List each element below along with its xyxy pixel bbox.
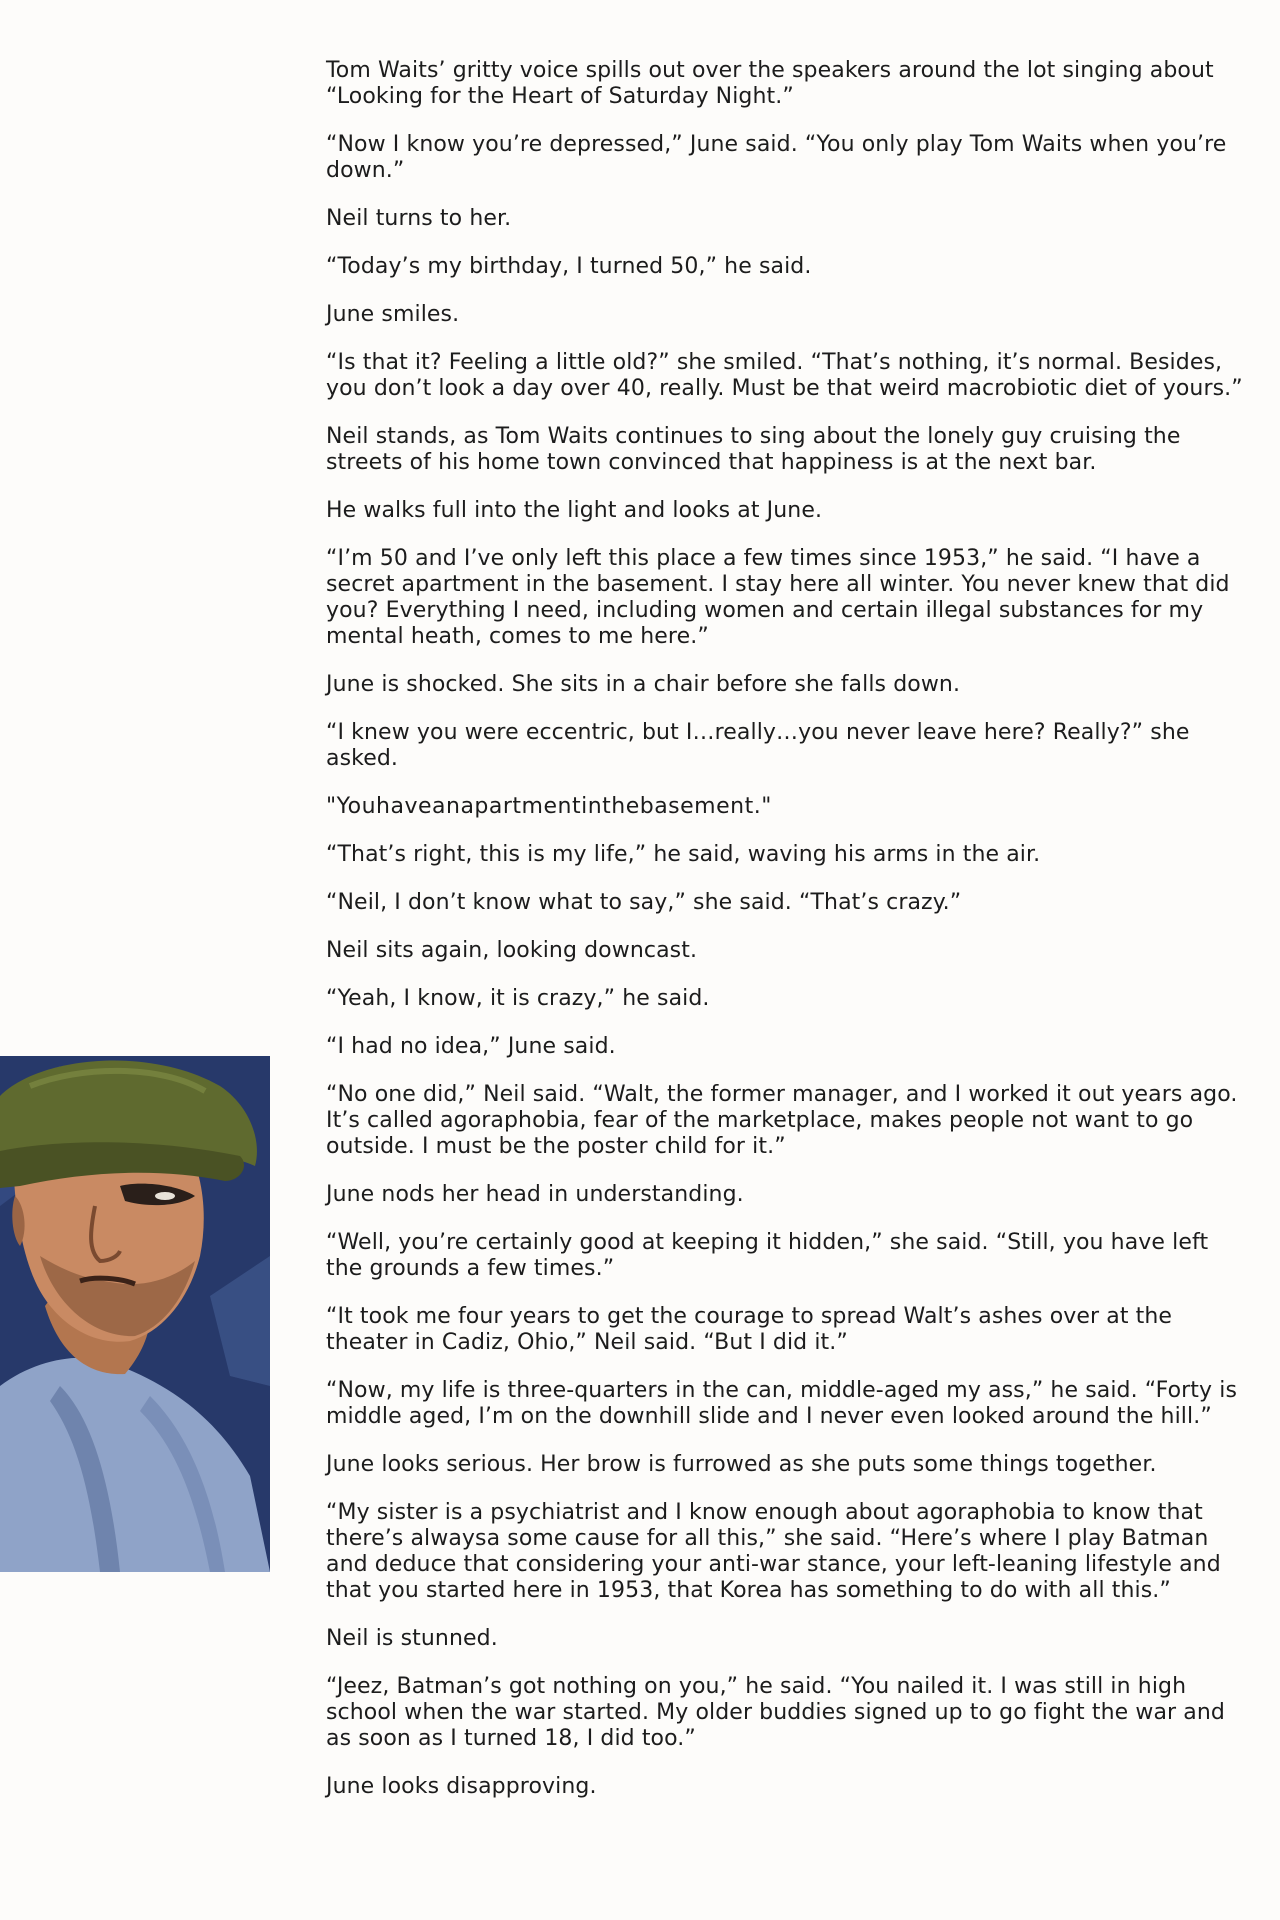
paragraph: Neil turns to her.	[326, 206, 512, 231]
comic-panel-illustration	[0, 1056, 270, 1572]
paragraph: Neil is stunned.	[326, 1626, 498, 1651]
paragraph: “Is that it? Feeling a little old?” she smiled. “That’s nothing, it’s normal. Besides, you don’t look a day over 40, really. Must be that weird macrobiotic diet of yours.”	[326, 350, 1243, 401]
paragraph: “Well, you’re certainly good at keeping it hidden,” she said. “Still, you have left the grounds a few times.”	[326, 1230, 1209, 1281]
paragraph: "Youhaveanapartmentinthebasement."	[326, 794, 772, 819]
paragraph: June looks disapproving.	[326, 1774, 597, 1799]
man-in-cap-illustration	[0, 1056, 270, 1572]
paragraph: He walks full into the light and looks at June.	[326, 498, 823, 523]
paragraph: June is shocked. She sits in a chair before she falls down.	[326, 672, 961, 697]
paragraph: “Jeez, Batman’s got nothing on you,” he said. “You nailed it. I was still in high school when the war started. My older buddies signed up to go fight the war and as soon as I turned 18, I did too.”	[326, 1674, 1225, 1751]
paragraph: Neil sits again, looking downcast.	[326, 938, 698, 963]
paragraph: Neil stands, as Tom Waits continues to sing about the lonely guy cruising the streets of his home town convinced that happiness is at the next bar.	[326, 424, 1181, 475]
paragraph: June smiles.	[326, 302, 460, 327]
paragraph: “Now I know you’re depressed,” June said. “You only play Tom Waits when you’re down.”	[326, 132, 1227, 183]
paragraph: “My sister is a psychiatrist and I know enough about agoraphobia to know that there’s alwaysa some cause for all this,” she said. “Here’s where I play Batman and deduce that considering your anti-war stance, your left-leaning lifestyle and that you started here in 1953, that Korea has something to do with all this.”	[326, 1500, 1221, 1603]
paragraph: “I had no idea,” June said.	[326, 1034, 616, 1059]
paragraph: “It took me four years to get the courage to spread Walt’s ashes over at the theater in Cadiz, Ohio,” Neil said. “But I did it.”	[326, 1304, 1173, 1355]
paragraph: Tom Waits’ gritty voice spills out over the speakers around the lot singing about “Looking for the Heart of Saturday Night.”	[326, 58, 1214, 109]
paragraph: June nods her head in understanding.	[326, 1182, 744, 1207]
paragraph: “Today’s my birthday, I turned 50,” he said.	[326, 254, 812, 279]
paragraph: “No one did,” Neil said. “Walt, the former manager, and I worked it out years ago. It’s called agoraphobia, fear of the marketplace, makes people not want to go outside. I must be the poster child for it.”	[326, 1082, 1238, 1159]
story-text-column	[326, 58, 1244, 1822]
paragraph: “Yeah, I know, it is crazy,” he said.	[326, 986, 710, 1011]
paragraph: “Now, my life is three-quarters in the can, middle-aged my ass,” he said. “Forty is middle aged, I’m on the downhill slide and I never even looked around the hill.”	[326, 1378, 1238, 1429]
paragraph: “That’s right, this is my life,” he said, waving his arms in the air.	[326, 842, 1041, 867]
paragraph: “Neil, I don’t know what to say,” she said. “That’s crazy.”	[326, 890, 962, 915]
paragraph: June looks serious. Her brow is furrowed as she puts some things together.	[326, 1452, 1157, 1477]
paragraph: “I’m 50 and I’ve only left this place a few times since 1953,” he said. “I have a secret apartment in the basement. I stay here all winter. You never knew that did you? Everything I need, including women and certain illegal substances for my mental heath, comes to me here.”	[326, 546, 1230, 649]
paragraph: “I knew you were eccentric, but I…really…you never leave here? Really?” she asked.	[326, 720, 1190, 771]
